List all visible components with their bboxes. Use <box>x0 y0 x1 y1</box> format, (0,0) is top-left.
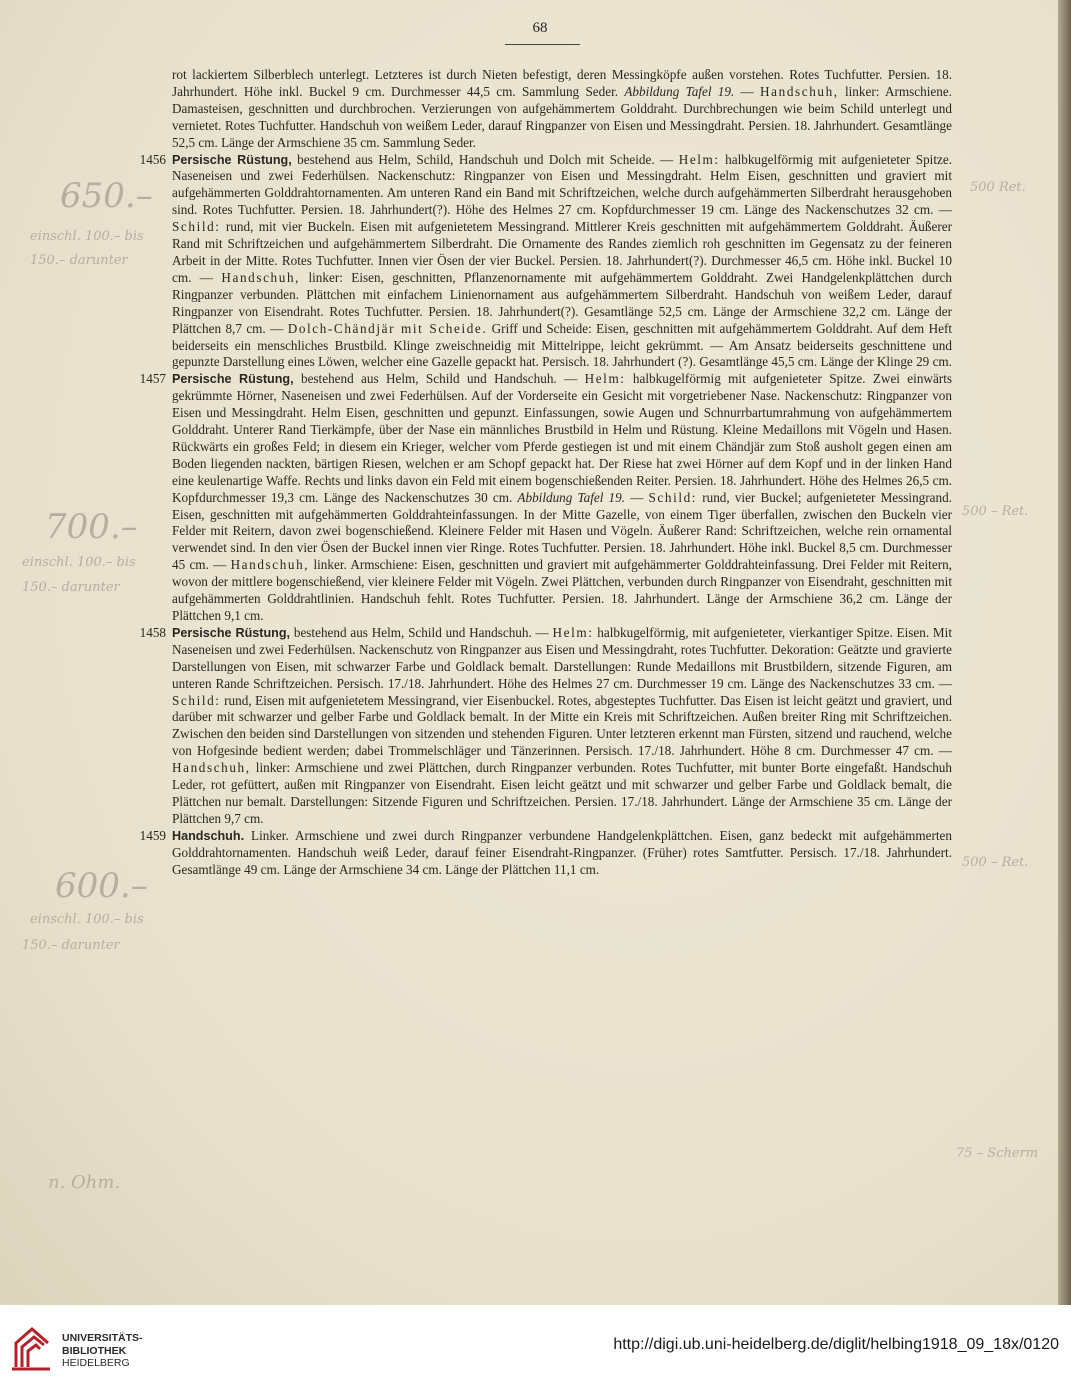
entry-1457-text-2: halbkugelförmig mit aufgenieteter Spitze. Zwei einwärts gekrümmte Hörner, Naseneisen und zwei Federhülsen. Auf der Vorderseite ein Gesicht mit vorgetriebener Nase. Nackenschutz: Ringpanzer von Eisen und Messingdraht. Helm Eisen, geschnitten und gepunzt. Einfassungen, sowie Augen und Schnurrbartumrahmung von aufgehämmertem Golddraht. Unterer Rand Tierkämpfe, über der Nase ein männliches Brustbild in Helm und Rüstung. Kleine Medaillons mit Vögeln und Hasen. Rückwärts ein großes Feld; in diesem ein Krieger, welcher vom Pferde gestiegen ist und mit einem Chändjär zum Stoß ausholt gegen einen am Boden liegenden nackten, bärtigen Riesen, welchen er am Schopf gepackt hat. Der Riese hat zwei Hörner auf dem Kopf und in der linken Hand eine keulenartige Waffe. Rechts und links davon ein Feld mit einem bogenschießenden Reiter. Persien. 18. Jahrhundert. Höhe des Helmes 26,5 cm. Kopfdurchmesser 19,3 cm. Länge des Nackenschutzes 30 cm. <box>172 371 952 505</box>
entry-1456-handschuh-label: Handschuh, <box>221 269 301 285</box>
book-spine-edge <box>1058 0 1071 1305</box>
library-name-line2: BIBLIOTHEK <box>62 1344 127 1357</box>
entry-1457 <box>139 371 953 625</box>
page-number-rule <box>505 44 580 45</box>
margin-note-1457-right: 500 – Ret. <box>962 504 1029 519</box>
viewer-footer <box>0 1305 1071 1387</box>
entry-1459-text-0: Linker. Armschiene und zwei durch Ringpanzer verbundene Handgelenkplättchen. Eisen, ganz bedeckt mit aufgehämmerten Golddrahtornamenten. Handschuh weiß Leder, darauf feiner Eisendraht-Ringpanzer. (Früher) rotes Samtfutter. Persisch. 17./18. Jahrhundert. Gesamtlänge 49 cm. Länge der Armschiene 34 cm. Länge der Plättchen 11,1 cm. <box>172 827 952 877</box>
margin-note-1458-line2: 150.– darunter <box>22 938 120 953</box>
entry-1457-text-8: linker. Armschiene: Eisen, geschnitten und graviert mit aufgehämmerter Golddrahteinfassung. Drei Felder mit Reitern, wovon der mittlere bogenschießend, vier kleinere Felder mit Vögeln. Zwei Plättchen, verbunden durch Ringpanzer von Eisendraht, geschnitten mit aufgehämmerten Golddrahtlinien. Handschuh fehlt. Rotes Tuchfutter. Persien. 18. Jahrhundert. Länge der Armschiene 36,2 cm. Länge der Plättchen 9,1 cm. <box>172 557 952 623</box>
intro-dash: — <box>734 83 761 99</box>
entry-1457-helm-label: Helm: <box>584 371 626 387</box>
entry-1456 <box>139 151 953 372</box>
margin-note-1457-price: 700.– <box>45 507 138 547</box>
entry-1456-text-0: bestehend aus Helm, Schild, Handschuh und Dolch mit Scheide. — <box>291 151 679 167</box>
margin-note-1456-price: 650.– <box>60 176 153 216</box>
page-number: 68 <box>532 20 548 36</box>
entry-title-1458: Persische Rüstung, <box>172 625 291 640</box>
entry-1457-handschuh-label: Handschuh, <box>230 557 310 573</box>
margin-note-1458-right: 500 – Ret. <box>962 855 1029 870</box>
entry-1456-text-8: Griff und Scheide: Eisen, geschnitten mit aufgehämmertem Golddraht. Auf dem Heft beiderseits ein menschliches Brustbild. Klinge zweischneidig mit Mittelrippe, leicht gekrümmt. — Am Ansatz beiderseits geschnittene und gepunzte Darstellung eines Löwen, welcher eine Gazelle gepackt hat. Persisch. 18. Jahrhundert (?). Gesamtlänge 45,5 cm. Länge der Klinge 29 cm. <box>172 320 952 370</box>
entry-1458-schild-label: Schild: <box>172 692 221 708</box>
entry-1456-dolch-label: Dolch-Chändjär mit Scheide. <box>287 320 488 336</box>
library-logo-icon <box>10 1323 54 1373</box>
entry-1458-text-6: linker: Armschiene und zwei Plättchen, durch Ringpanzer verbunden. Rotes Tuchfutter, mit bunter Borte eingefaßt. Handschuh Leder, rot gefüttert, außen mit Ringpanzer von Eisendraht. Eisen leicht geätzt und mit schwarzer und gelber Farbe und Goldlack bemalt, die Plättchen nur bemalt. Darstellungen: Sitzende Figuren und Schriftzeichen. Persien. 17./18. Jahrhundert. Länge der Armschiene 35 cm. Länge der Plättchen 9,7 cm. <box>172 760 952 826</box>
entry-1457-schild-label: Schild: <box>648 489 698 505</box>
entry-1457-text-6: rund, vier Buckel; aufgenieteter Messingrand. Eisen, geschnitten mit aufgehämmerten Golddrahteinfassungen. In der Mitte Gazelle, von einem Tiger überfallen, zwischen den Buckeln vier Felder mit Reitern, davon zwei bogenschießend. Kleinere Felder mit Hasen und Vögeln. Äußerer Rand: Schriftzeichen, welche rein ornamental verwendet sind. In den vier Ösen der Buckel innen vier Ringe. Rotes Tuchfutter. Persien. 18. Jahrhundert. Höhe inkl. Buckel 8,5 cm. Durchmesser 45 cm. — <box>172 489 953 573</box>
entry-number-1458: 1458 <box>139 624 166 640</box>
entry-1458 <box>139 624 952 828</box>
entry-1456-helm-label: Helm: <box>678 151 720 167</box>
page-url-link[interactable]: http://digi.ub.uni-heidelberg.de/diglit/helbing1918_09_18x/0120 <box>613 1336 1059 1353</box>
library-name-line1: UNIVERSITÄTS- <box>62 1332 143 1344</box>
library-name-line3: HEIDELBERG <box>62 1357 130 1369</box>
entry-1458-helm-label: Helm: <box>552 624 594 640</box>
entry-number-1459: 1459 <box>139 827 166 843</box>
margin-note-1458-line1: einschl. 100.– bis <box>30 912 144 927</box>
entry-1458-handschuh-label: Handschuh, <box>172 760 251 776</box>
entry-1458-text-0: bestehend aus Helm, Schild und Handschuh. — <box>290 624 553 640</box>
entry-1456-schild-label: Schild: <box>172 219 221 235</box>
catalog-text <box>139 67 953 879</box>
entry-title-1456: Persische Rüstung, <box>172 152 292 167</box>
intro-plate-ref: Abbildung Tafel 19. <box>624 83 735 99</box>
entry-1459 <box>139 827 952 879</box>
entry-title-1457: Persische Rüstung, <box>172 372 294 387</box>
entry-1457-dash: — <box>625 489 649 505</box>
entry-1456-text-6: linker: Eisen, geschnitten, Pflanzenornamente mit aufgehämmertem Golddraht. Zwei Handgelenkplättchen durch Ringpanzer verbunden. Plättchen mit einfachem Linienornament aus aufgehämmertem Silberdraht. Handschuh von weißem Leder, darauf Ringpanzer von Eisendraht. Rotes Tuchfutter. Persien. 18. Jahrhundert(?). Gesamtlänge 52,5 cm. Länge der Armschiene 32,2 cm. Länge der Plättchen 8,7 cm. — <box>172 269 952 336</box>
intro-paragraph <box>172 67 952 152</box>
margin-note-1457-line2: 150.– darunter <box>22 580 120 595</box>
intro-glove-label: Handschuh, <box>760 83 839 99</box>
entry-1456-text-4: rund, mit vier Buckeln. Eisen mit aufgenietetem Messingrand. Mittlerer Kreis geschnitten mit aufgehämmertem Golddraht. Äußerer Rand mit Schriftzeichen und aufgehämmertem Silberdraht. Die Ornamente des Randes ziemlich roh geschnitten im Gegensatz zu der feineren Arbeit in der Mitte. Rotes Tuchfutter. Innen vier Ösen der vier Buckel. Persien. 18. Jahrhundert(?). Durchmesser 46,5 cm. Höhe inkl. Buckel 10 cm. — <box>172 219 952 285</box>
entry-1458-text-4: rund, Eisen mit aufgenietetem Messingrand, vier Eisenbuckel. Rotes, abgesteptes Tuchfutter. Das Eisen ist leicht geätzt und graviert, und darüber mit schwarzer und gelber Farbe und Goldlack bemalt. In der Mitte ein Kreis mit Schriftzeichen. Außen breiter Ring mit Schriftzeichen. Zwischen den beiden sind Darstellungen von sitzenden und stehenden Figuren. Unter letzteren erkennt man Fürsten, sitzend und rauchend, welche von Hofgesinde bedient werden; dabei Trommelschläger und Tänzerinnen. Persisch. 17./18. Jahrhundert. Höhe 8 cm. Durchmesser 47 cm. — <box>172 692 952 759</box>
entry-title-1459: Handschuh. <box>172 828 245 843</box>
entry-number-1457: 1457 <box>139 371 166 387</box>
margin-note-1459-left: n. Ohm. <box>48 1172 121 1193</box>
intro-glove-text: linker: Armschiene. Damasteisen, geschnitten und durchbrochen. Verzierungen von aufgehämmertem Golddraht. Durchbrechungen wie beim Schild unterlegt und vernietet. Rotes Tuchfutter. Handschuh von weißem Leder, darauf Ringpanzer von Eisen und Messingdraht. Persien. 18. Jahrhundert. Gesamtlänge 52,5 cm. Länge der Armschiene 35 cm. Sammlung Seder. <box>172 83 952 150</box>
library-name <box>62 1332 143 1370</box>
entry-1458-text-2: halbkugelförmig, mit aufgenieteter, vierkantiger Spitze. Eisen. Mit Naseneisen und zwei Federhülsen. Nackenschutz von Ringpanzer aus Eisen und Messingdraht, rotes Tuchfutter. Dekoration: Geätzte und gravierte Darstellungen von Eisen, mit schwarzer Farbe und Goldlack bemalt. Darstellungen: Runde Medaillons mit Brustbildern, sitzende Figuren, am unteren Rande Schriftzeichen. Persisch. 17./18. Jahrhundert. Höhe des Helmes 27 cm. Durchmesser 19 cm. Länge des Nackenschutzes 33 cm. — <box>172 624 952 691</box>
margin-note-1456-line1: einschl. 100.– bis <box>30 229 144 244</box>
margin-note-1459-right: 75 – Scherm <box>956 1146 1039 1161</box>
margin-note-1456-right: 500 Ret. <box>970 180 1026 195</box>
intro-text: rot lackiertem Silberblech unterlegt. Letzteres ist durch Nieten befestigt, deren Messingköpfe außen vorstehen. Rotes Tuchfutter. Persien. 18. Jahrhundert. Höhe inkl. Buckel 9 cm. Durchmesser 44,5 cm. Sammlung Seder. <box>172 67 952 99</box>
entry-number-1456: 1456 <box>139 151 166 167</box>
entry-1457-text-0: bestehend aus Helm, Schild und Handschuh. — <box>293 371 585 387</box>
margin-note-1458-price: 600.– <box>55 866 148 906</box>
margin-note-1456-line2: 150.– darunter <box>30 253 128 268</box>
margin-note-1457-line1: einschl. 100.– bis <box>22 555 136 570</box>
entry-1457-plate-ref: Abbildung Tafel 19. <box>517 489 626 505</box>
entry-1456-text-2: halbkugelförmig mit aufgenieteter Spitze. Naseneisen und zwei Federhülsen. Nackenschutz: Ringpanzer von Eisen und Messingdraht. Helm Eisen, geschnitten und graviert mit aufgehämmerten Golddrahtornamenten. Am unteren Rand ein Band mit Schriftzeichen, welche durch aufgehämmerten Silberdraht herausgehoben sind. Rotes Tuchfutter. Persien. 18. Jahrhundert(?). Höhe des Helmes 27 cm. Kopfdurchmesser 19 cm. Länge des Nackenschutzes 32 cm. — <box>172 151 953 218</box>
